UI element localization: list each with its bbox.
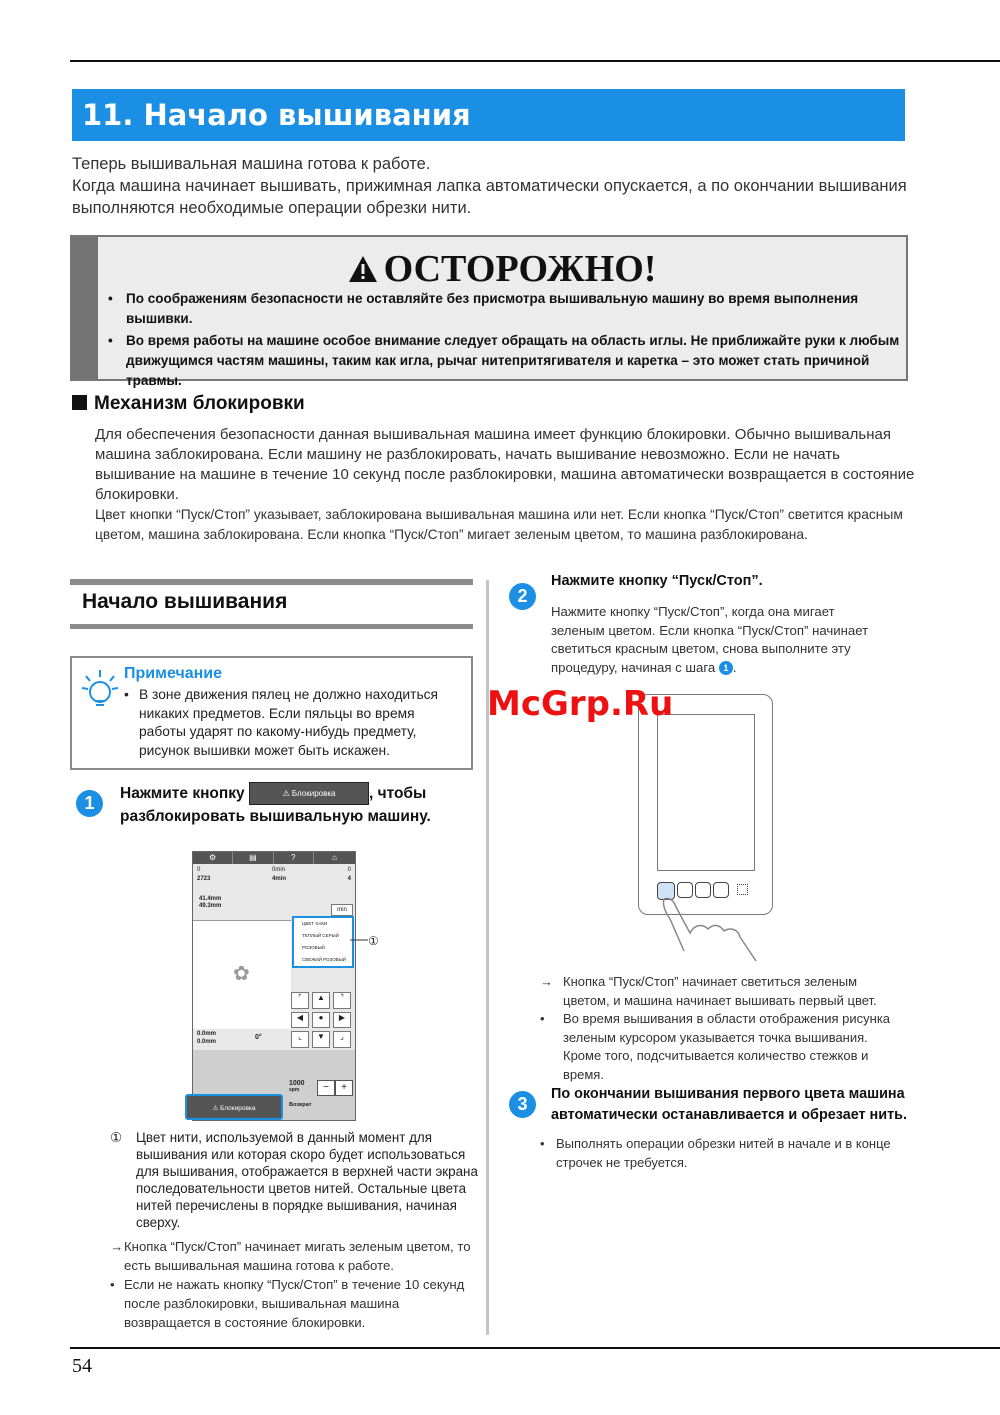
step3-note: • Выполнять операции обрезки нитей в начале и в конце строчек не требуется.: [540, 1136, 891, 1170]
step2-body: Нажмите кнопку “Пуск/Стоп”, когда она мигает зеленым цветом. Если кнопка “Пуск/Стоп” начинает светиться красным цветом, снова выполните эту процедуру, начиная с шага 1 .: [551, 604, 869, 675]
callout-marker: ①: [368, 934, 379, 948]
machine-screen: [192, 851, 356, 1121]
thread-color-description: [110, 1129, 480, 1231]
embroidery-machine-illustration: [638, 694, 773, 915]
caution-box: [70, 235, 908, 388]
center-icon[interactable]: ●: [312, 1012, 330, 1029]
step3-title: По окончании вышивания первого цвета машина автоматически останавливается и обрезает нить.: [551, 1086, 907, 1123]
caution-title-text: ОСТОРОЖНО!: [383, 248, 657, 290]
caution-title: [98, 245, 906, 293]
bottom-rule: [70, 1347, 1000, 1349]
caution-item: • Во время работы на машине особое внимание следует обращать на область иглы. Не приближайте руки к любым движущимся частям машины, таким как игла, рычаг нитепритягивателя и каретка – это может стать причиной травмы.: [104, 331, 904, 391]
lock-button[interactable]: [249, 782, 369, 805]
step1-text-after: , чтобы разблокировать вышивальную машину.: [120, 785, 431, 826]
speed-plus-button[interactable]: +: [335, 1080, 353, 1096]
offset-values: 0.0mm 0.0mm: [197, 1031, 217, 1045]
thread-color-item: ЦВЕТ ХАКИ: [302, 921, 328, 926]
top-rule: [70, 60, 1000, 62]
thread-color-item: РОЗОВЫЙ: [302, 945, 325, 950]
speed-value: 1000 spm: [289, 1080, 305, 1093]
list-item: • Если не нажать кнопку “Пуск/Стоп” в течение 10 секунд после разблокировки, вышивальная машина возвращается в состояние блокировки.: [110, 1277, 465, 1330]
intro-line: Теперь вышивальная машина готова к работе.: [72, 155, 431, 173]
help-icon[interactable]: ?: [274, 852, 314, 864]
list-item: → Кнопка “Пуск/Стоп” начинает светиться зеленым цветом, и машина начинает вышивать первый цвет.: [540, 974, 877, 1008]
caution-list: [104, 289, 904, 393]
move-down-left-icon[interactable]: ⌞: [291, 1031, 309, 1048]
step1-text: [120, 782, 470, 828]
flower-icon: ✿: [233, 963, 250, 985]
section-title: Начало вышивания: [82, 590, 288, 613]
lock-button-label: Блокировка: [291, 789, 336, 799]
list-item: • Во время вышивания в области отображения рисунка зеленым курсором указывается точка вышивания. Кроме того, подсчитывается количество стежков и время.: [540, 1011, 891, 1082]
needle-icon[interactable]: ⚙: [193, 852, 233, 864]
section-rule-top: [70, 579, 473, 585]
lock-heading: [72, 393, 305, 415]
color-counter: 0 4: [347, 867, 351, 882]
note-bullet: •: [124, 687, 129, 702]
thread-color-list[interactable]: [292, 916, 354, 968]
thread-color-item: СВЕЖИЙ РОЗОВЫЙ: [302, 957, 346, 962]
intro-line: Когда машина начинает вышивать, прижимная лапка автоматически опускается, а по окончании вышивания выполняются необходимые операции обрезки нити.: [72, 177, 907, 217]
move-down-right-icon[interactable]: ⌟: [333, 1031, 351, 1048]
screen-tab-bar: [193, 852, 355, 864]
warning-icon: [348, 255, 378, 283]
page-number: 54: [72, 1355, 92, 1377]
pattern-size: 41.4mm 49.3mm: [199, 896, 222, 909]
step1-text-before: Нажмите кнопку: [120, 785, 245, 802]
caution-item: • По соображениям безопасности не оставляйте без присмотра вышивальную машину во время выполнения вышивки.: [104, 289, 904, 329]
hand-pointer-icon: [660, 895, 780, 965]
home-icon[interactable]: ⌂: [331, 853, 337, 862]
device-screen: [657, 714, 755, 871]
lock-paragraph-2: Цвет кнопки “Пуск/Стоп” указывает, заблокирована вышивальная машина или нет. Если кнопка “Пуск/Стоп” светится красным цветом, машина заблокирована. Если кнопка “Пуск/Стоп” мигает зеленым цветом, то машина разблокирована.: [95, 507, 903, 542]
return-button[interactable]: Возврат: [289, 1102, 312, 1108]
lock-heading-text: Механизм блокировки: [94, 393, 305, 414]
note-title: Примечание: [124, 665, 223, 682]
move-up-right-icon[interactable]: ⌝: [333, 992, 351, 1009]
step-number: 2: [509, 583, 536, 610]
step2-title: Нажмите кнопку “Пуск/Стоп”.: [551, 573, 763, 589]
page-icon[interactable]: ▤: [233, 852, 273, 864]
min-button[interactable]: min: [331, 904, 353, 916]
note-body: В зоне движения пялец не должно находиться никаких предметов. Если пяльцы во время работы ударят по какому-нибудь предмету, рисунок вышивки может быть искажен.: [139, 687, 439, 758]
description-text: Цвет нити, используемой в данный момент для вышивания или которая скоро будет использоваться для вышивания, отображается в верхней части экрана последовательности цветов нитей. Остальные цвета нитей перечислены в порядке вышивания, начиная сверху.: [136, 1130, 478, 1230]
square-bullet-icon: [72, 395, 87, 410]
move-right-icon[interactable]: ▶: [333, 1012, 351, 1029]
list-item: → Кнопка “Пуск/Стоп” начинает мигать зеленым цветом, то есть вышивальная машина готова к работе.: [110, 1239, 471, 1273]
screen-lock-button[interactable]: ⚠ Блокировка: [185, 1094, 283, 1120]
step2-results: [540, 973, 905, 1084]
warning-icon: ⚠: [282, 789, 290, 799]
move-left-icon[interactable]: ◀: [291, 1012, 309, 1029]
step-ref-icon: 1: [719, 661, 733, 675]
move-up-icon[interactable]: ▲: [312, 992, 330, 1009]
step-number: 1: [76, 790, 103, 817]
callout-line: [350, 934, 370, 946]
callout-marker: ①: [110, 1130, 123, 1145]
time-counter: 0min 4min: [272, 867, 287, 882]
lock-paragraph: Для обеспечения безопасности данная вышивальная машина имеет функцию блокировки. Обычно вышивальная машина заблокирована. Если машину не разблокировать, начать вышивание невозможно. Если не начать вышивание на машине в течение 10 секунд после разблокировки, машина автоматически возвращается в состояние блокировки.: [95, 426, 915, 503]
screen-counters: [197, 866, 351, 884]
move-down-icon[interactable]: ▼: [312, 1031, 330, 1048]
section-rule-bottom: [70, 624, 473, 629]
rotation-value: 0°: [255, 1034, 262, 1041]
move-up-left-icon[interactable]: ⌜: [291, 992, 309, 1009]
lightbulb-icon: [80, 668, 120, 710]
pattern-preview: [193, 920, 291, 1029]
intro-text: [72, 153, 922, 219]
caution-side-bar: [72, 237, 98, 379]
note-text: [124, 686, 464, 760]
watermark: McGrp.Ru: [487, 684, 674, 724]
move-pad: [291, 992, 351, 1048]
step-number: 3: [509, 1091, 536, 1118]
step1-notes: [110, 1237, 480, 1332]
speaker-icon: [737, 884, 748, 895]
thread-color-item: ТЕПЛЫЙ СЕРЫЙ: [302, 933, 339, 938]
warning-icon: ⚠: [212, 1105, 219, 1112]
chapter-title: 11. Начало вышивания: [72, 89, 905, 141]
stitch-counter: 0 2723: [197, 867, 211, 882]
speed-minus-button[interactable]: −: [317, 1080, 335, 1096]
